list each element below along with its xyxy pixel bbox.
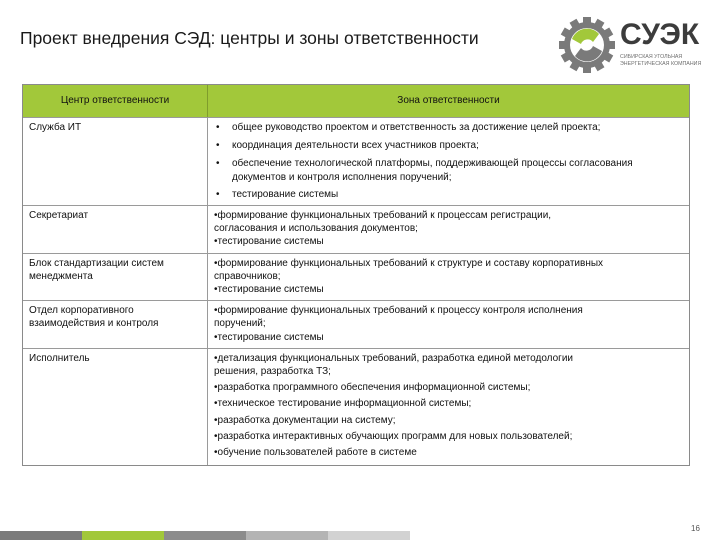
footer-segment <box>164 531 246 540</box>
table-header <box>23 85 689 117</box>
list-item: • координация деятельности всех участников проекта; <box>216 140 479 152</box>
footer-segment <box>328 531 410 540</box>
footer-segment <box>0 531 82 540</box>
footer-segment <box>82 531 164 540</box>
responsibility-table <box>22 84 690 466</box>
slide-title: Проект внедрения СЭД: центры и зоны ответственности <box>20 28 479 48</box>
footer-segment <box>246 531 328 540</box>
gear-logo-icon <box>558 16 616 74</box>
table-row <box>23 205 689 253</box>
center-cell: Секретариат <box>23 206 208 253</box>
center-cell: Исполнитель <box>23 349 208 465</box>
company-logo <box>558 14 714 76</box>
zone-cell: •формирование функциональных требований к процессам регистрации, согласования и использования документов; •тестирование системы <box>214 210 552 248</box>
logo-name: СУЭК <box>620 18 700 51</box>
center-cell: Блок стандартизации систем менеджмента <box>23 254 208 301</box>
zone-cell <box>208 118 689 205</box>
table-row <box>23 348 689 465</box>
zone-cell: •формирование функциональных требований к структуре и составу корпоративных справочников; •тестирование системы <box>214 257 604 296</box>
list-item: • тестирование системы <box>216 188 339 200</box>
header-center: Центр ответственности <box>23 85 208 117</box>
center-cell: Служба ИТ <box>23 118 208 205</box>
table-row <box>23 117 689 205</box>
header-zone: Зона ответственности <box>397 95 500 107</box>
center-cell: Отдел корпоративного взаимодействия и контроля <box>23 301 208 348</box>
table-row <box>23 253 689 301</box>
list-item: • обеспечение технологической платформы, поддерживающей процессы согласования документов и контроля исполнения поручений; <box>216 158 633 183</box>
zone-cell: •формирование функциональных требований к процессу контроля исполнения поручений; •тестирование системы <box>214 305 583 343</box>
list-item: • общее руководство проектом и ответственность за достижение целей проекта; <box>216 122 601 133</box>
logo-subtitle: СИБИРСКАЯ УГОЛЬНАЯ ЭНЕРГЕТИЧЕСКАЯ КОМПАНИЯ <box>620 54 702 67</box>
table-row <box>23 300 689 348</box>
page-number: 16 <box>691 524 700 533</box>
zone-cell: •детализация функциональных требований, разработка единой методологии решения, разработка ТЗ; •разработка программного обеспечения информационной системы; •техническое тестирование информационной системы; •разработка документации на систему; •разработка интерактивных обучающих программ для новых пользователей; •обучение пользователей работе в системе <box>214 352 573 459</box>
footer-color-bar <box>0 531 410 540</box>
